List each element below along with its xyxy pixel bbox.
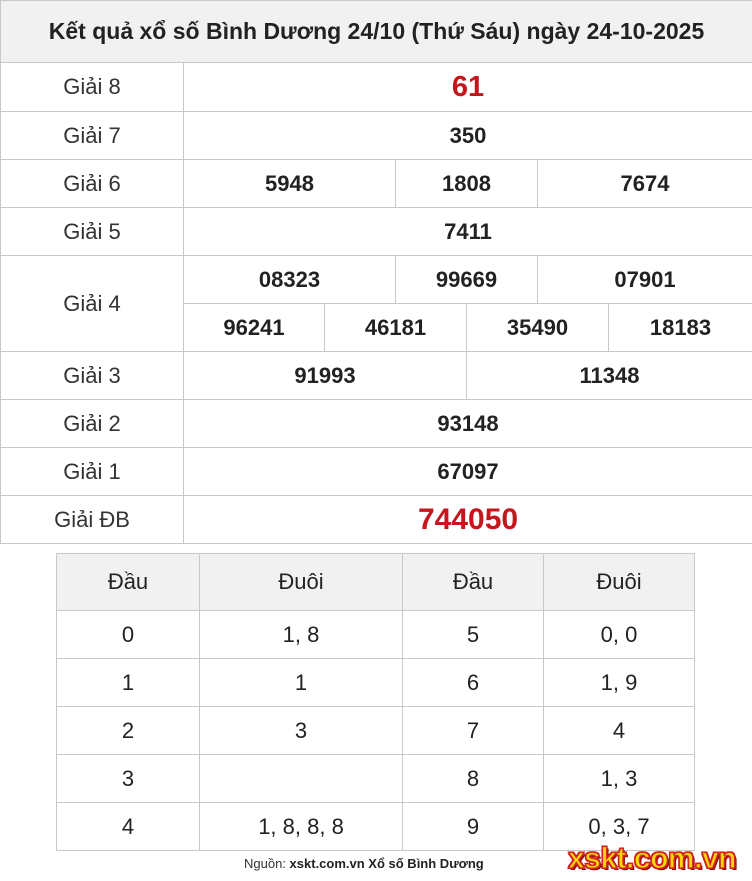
prize-number: 5948 — [184, 160, 396, 208]
table-cell: 9 — [403, 803, 544, 851]
prize-number: 96241 — [184, 304, 325, 352]
prize-number: 67097 — [184, 448, 752, 496]
source-prefix: Nguồn: — [244, 856, 286, 871]
prize-row-g6 — [1, 160, 752, 208]
prize-label: Giải 4 — [1, 256, 184, 352]
table-cell: 0, 0 — [544, 611, 695, 659]
prize-number: 1808 — [396, 160, 538, 208]
prize-label: Giải 5 — [1, 208, 184, 256]
prize-number: 46181 — [325, 304, 467, 352]
prize-number: 93148 — [184, 400, 752, 448]
prize-number: 18183 — [609, 304, 752, 352]
table-cell: 1, 9 — [544, 659, 695, 707]
prize-number: 7674 — [538, 160, 752, 208]
table-cell: 0 — [57, 611, 200, 659]
column-header: Đuôi — [544, 554, 695, 611]
column-header: Đầu — [403, 554, 544, 611]
head-tail-header-row — [57, 554, 695, 611]
table-cell: 7 — [403, 707, 544, 755]
site-logo: xskt.com.vn — [568, 842, 736, 875]
prize-label: Giải 6 — [1, 160, 184, 208]
table-row — [57, 707, 695, 755]
prize-row-g5 — [1, 208, 752, 256]
table-cell: 1 — [200, 659, 403, 707]
source-credit — [244, 856, 484, 871]
prize-label: Giải ĐB — [1, 496, 184, 544]
table-cell: 4 — [544, 707, 695, 755]
table-cell: 1 — [57, 659, 200, 707]
prize-number: 35490 — [467, 304, 609, 352]
column-header: Đầu — [57, 554, 200, 611]
prize-row-g4 — [1, 256, 752, 304]
source-link[interactable]: xskt.com.vn Xổ số Bình Dương — [289, 856, 484, 871]
table-cell: 3 — [57, 755, 200, 803]
table-cell: 2 — [57, 707, 200, 755]
prize-number: 99669 — [396, 256, 538, 304]
prize-row-db — [1, 496, 752, 544]
prize-number: 91993 — [184, 352, 467, 400]
prize-label: Giải 2 — [1, 400, 184, 448]
prize-row-g8 — [1, 63, 752, 112]
table-cell — [200, 755, 403, 803]
table-cell: 1, 8, 8, 8 — [200, 803, 403, 851]
table-row — [57, 611, 695, 659]
table-cell: 1, 8 — [200, 611, 403, 659]
table-cell: 5 — [403, 611, 544, 659]
table-cell: 1, 3 — [544, 755, 695, 803]
prize-number: 07901 — [538, 256, 752, 304]
table-cell: 4 — [57, 803, 200, 851]
head-tail-table — [56, 553, 695, 851]
page-title: Kết quả xổ số Bình Dương 24/10 (Thứ Sáu) ngày 24-10-2025 — [1, 1, 752, 63]
table-row — [57, 659, 695, 707]
prize-row-g2 — [1, 400, 752, 448]
prize-row-g1 — [1, 448, 752, 496]
table-cell: 0, 3, 7 — [544, 803, 695, 851]
table-cell: 8 — [403, 755, 544, 803]
special-prize-number: 744050 — [184, 496, 752, 544]
prize-label: Giải 7 — [1, 112, 184, 160]
prize-row-g7 — [1, 112, 752, 160]
prize-label: Giải 3 — [1, 352, 184, 400]
table-cell: 6 — [403, 659, 544, 707]
prize-number: 61 — [184, 63, 752, 112]
column-header: Đuôi — [200, 554, 403, 611]
prize-number: 11348 — [467, 352, 752, 400]
prize-number: 08323 — [184, 256, 396, 304]
prize-label: Giải 1 — [1, 448, 184, 496]
prize-label: Giải 8 — [1, 63, 184, 112]
prize-number: 7411 — [184, 208, 752, 256]
prize-number: 350 — [184, 112, 752, 160]
table-row — [57, 755, 695, 803]
prize-row-g3 — [1, 352, 752, 400]
table-cell: 3 — [200, 707, 403, 755]
